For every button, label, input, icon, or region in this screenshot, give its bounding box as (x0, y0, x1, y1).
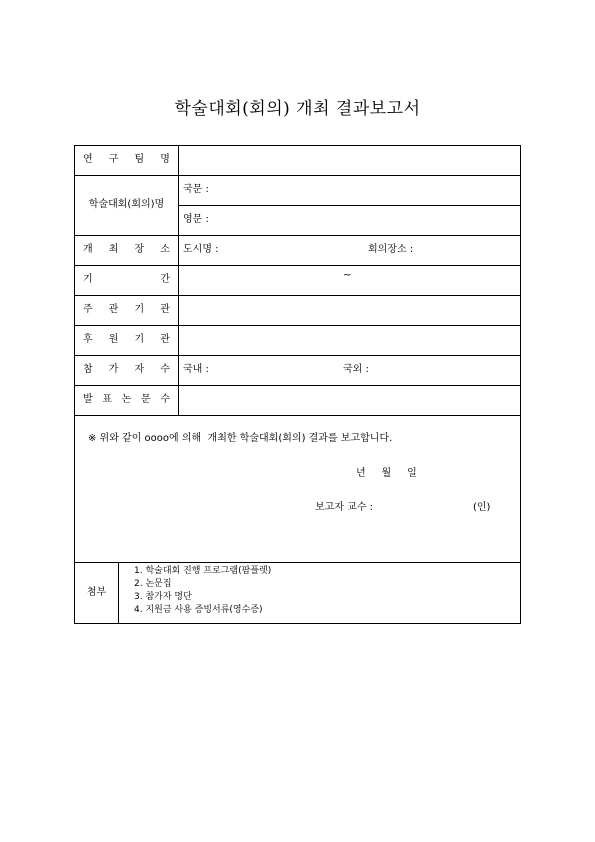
seal-mark: (인) (473, 502, 491, 513)
attachment-item: 1. 학술대회 진행 프로그램(팜플렛) (134, 566, 272, 576)
row-divider (75, 562, 520, 563)
participants-label: 참 가 자 수 (83, 364, 170, 375)
row-divider (75, 175, 520, 176)
row-divider (75, 265, 520, 266)
attachments-label: 첨부 (86, 587, 107, 598)
statement-text: ※ 위와 같이 oooo에 의해 개최한 학술대회(회의) 결과를 보고합니다. (88, 433, 393, 444)
column-divider (118, 562, 119, 624)
domestic-participants-field[interactable]: 국내 : (183, 364, 209, 375)
attachment-item: 3. 참가자 명단 (134, 592, 192, 602)
organizer-label: 주 관 기 관 (83, 304, 170, 315)
column-divider (178, 146, 179, 415)
report-form (74, 145, 521, 624)
period-tilde: ~ (343, 270, 352, 281)
team-label: 연 구 팀 명 (83, 154, 170, 165)
korean-name-field[interactable]: 국문 : (183, 184, 209, 195)
english-name-field[interactable]: 영문 : (183, 214, 209, 225)
row-divider (75, 235, 520, 236)
period-label: 기 간 (83, 274, 170, 285)
venue-field[interactable]: 회의장소 : (368, 244, 414, 255)
row-divider (75, 385, 520, 386)
sponsor-label: 후 원 기 관 (83, 334, 170, 345)
row-divider (75, 325, 520, 326)
foreign-participants-field[interactable]: 국외 : (343, 364, 369, 375)
document-title: 학술대회(회의) 개최 결과보고서 (174, 99, 421, 119)
papers-label: 발 표 논 문 수 (83, 394, 170, 405)
venue-label: 개 최 장 소 (83, 244, 170, 255)
row-divider (178, 205, 520, 206)
conference-name-label: 학술대회(회의)명 (88, 199, 165, 210)
reporter-label: 보고자 교수 : (315, 502, 374, 513)
attachment-item: 2. 논문집 (134, 579, 172, 589)
attachment-item: 4. 지원금 사용 증빙서류(영수증) (134, 605, 263, 615)
row-divider (75, 295, 520, 296)
row-divider (75, 355, 520, 356)
city-field[interactable]: 도시명 : (183, 244, 219, 255)
report-date: 년 월 일 (356, 468, 417, 479)
row-divider (75, 415, 520, 416)
